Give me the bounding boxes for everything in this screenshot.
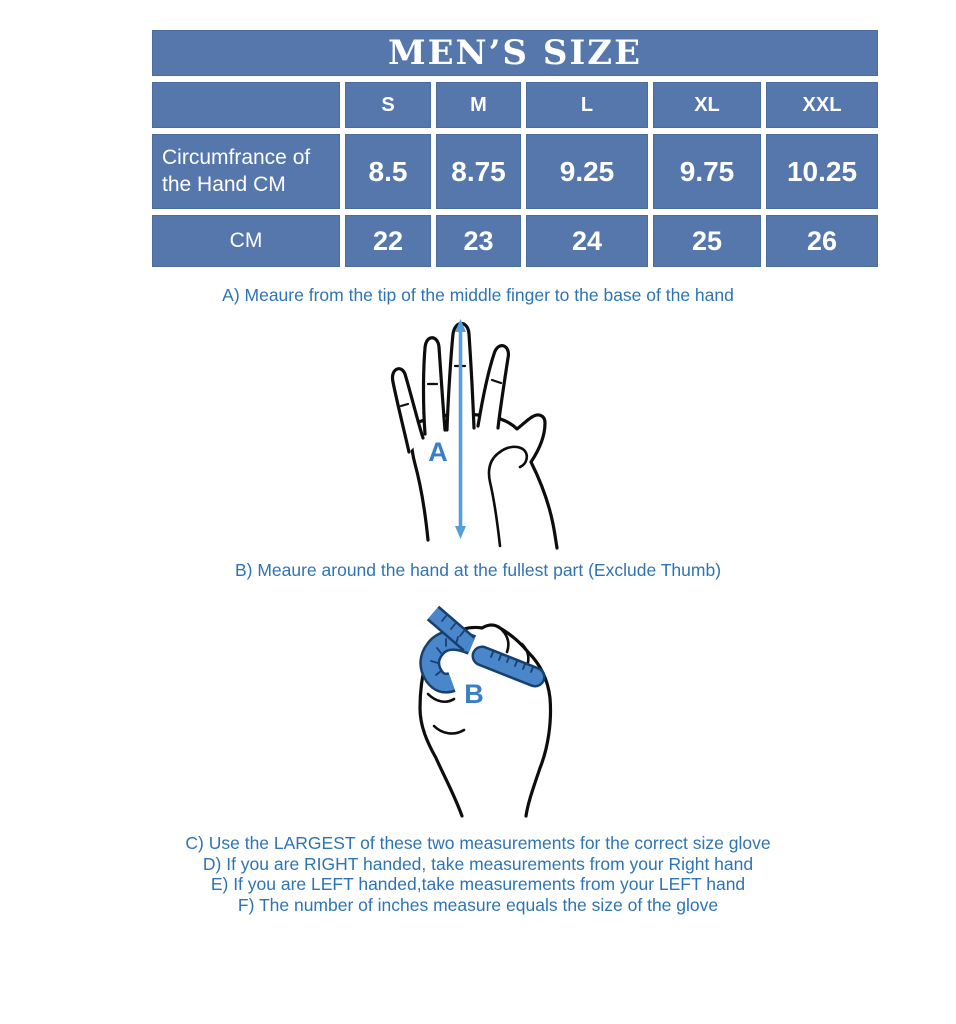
size-header-s: S xyxy=(345,82,431,128)
size-header-l: L xyxy=(526,82,648,128)
index-finger xyxy=(478,346,508,428)
size-header-m: M xyxy=(436,82,521,128)
header-blank-cell xyxy=(152,82,340,128)
size-header-xl: XL xyxy=(653,82,761,128)
measure-b-label: B xyxy=(464,679,484,709)
size-grid xyxy=(152,82,878,267)
cm-value-m: 23 xyxy=(436,215,521,267)
row-label-circumference: Circumfrance of the Hand CM xyxy=(152,134,340,209)
table-title: MEN’S SIZE xyxy=(152,30,878,76)
instruction-f: F) The number of inches measure equals the size of the glove xyxy=(237,894,719,915)
circumference-value-s: 8.5 xyxy=(345,134,431,209)
palm-outline xyxy=(411,414,557,548)
cm-value-s: 22 xyxy=(345,215,431,267)
cm-value-xl: 25 xyxy=(653,215,761,267)
instruction-b: B) Meaure around the hand at the fullest part (Exclude Thumb) xyxy=(234,560,722,580)
circumference-value-xl: 9.75 xyxy=(653,134,761,209)
instruction-c: C) Use the LARGEST of these two measurements for the correct size glove xyxy=(185,833,771,853)
circumference-value-l: 9.25 xyxy=(526,134,648,209)
measure-a-label: A xyxy=(428,437,448,467)
size-header-xxl: XXL xyxy=(766,82,878,128)
fist-circumference-diagram xyxy=(398,586,560,822)
instruction-e: E) If you are LEFT handed,take measurements from your LEFT hand xyxy=(210,874,746,894)
instruction-a: A) Meaure from the tip of the middle finger to the base of the hand xyxy=(222,285,734,305)
instruction-d: D) If you are RIGHT handed, take measurements from your Right hand xyxy=(202,853,754,874)
cm-value-l: 24 xyxy=(526,215,648,267)
pinky-finger xyxy=(392,369,423,452)
cm-value-xxl: 26 xyxy=(766,215,878,267)
circumference-value-xxl: 10.25 xyxy=(766,134,878,209)
hand-length-measure-diagram xyxy=(381,314,563,552)
mens-size-table xyxy=(152,30,878,267)
ring-finger xyxy=(424,338,446,434)
instructions-c-to-f xyxy=(0,833,956,915)
row-label-cm: CM xyxy=(152,215,340,267)
circumference-value-m: 8.75 xyxy=(436,134,521,209)
